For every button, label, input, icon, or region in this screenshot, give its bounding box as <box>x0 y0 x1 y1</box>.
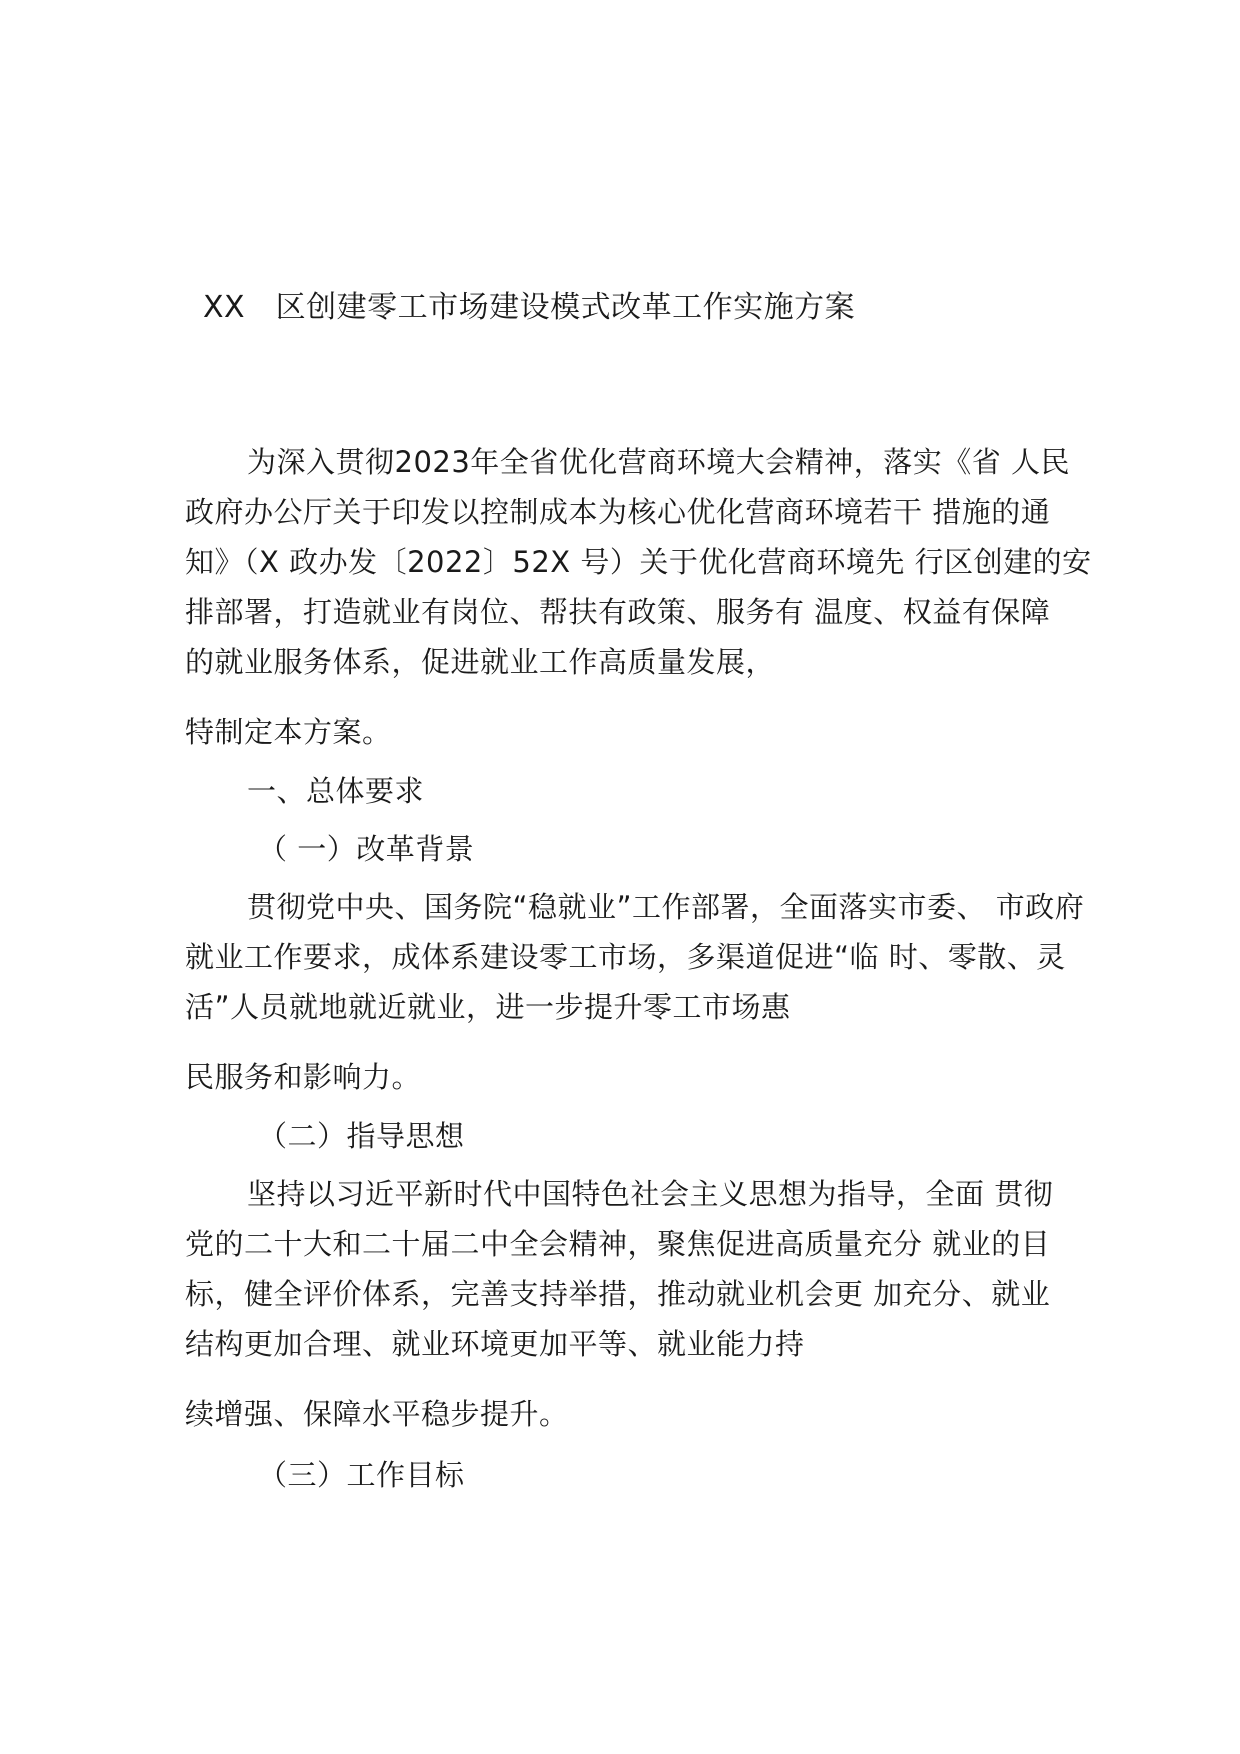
subsection-heading-2: （二）指导思想 <box>258 1119 465 1153</box>
subsection-heading-3: （三）工作目标 <box>258 1458 465 1492</box>
subsection-heading-1: （ 一）改革背景 <box>258 832 475 866</box>
sub2-line-3: 标，健全评价体系，完善支持举措，推动就业机会更 加充分、就业 <box>185 1277 1051 1311</box>
sub2-line-4: 结构更加合理、就业环境更加平等、就业能力持 <box>185 1327 805 1361</box>
sub1-line-1: 贯彻党中央、国务院“稳就业”工作部署，全面落实市委、 市政府 <box>247 890 1085 924</box>
intro-line-1: 为深入贯彻2023年全省优化营商环境大会精神，落实《省 人民 <box>247 445 1071 479</box>
sub2-line-2: 党的二十大和二十届二中全会精神，聚焦促进高质量充分 就业的目 <box>185 1227 1051 1261</box>
intro-line-3: 知》（X 政办发〔2022〕52X 号）关于优化营商环境先 行区创建的安 <box>185 545 1092 579</box>
sub1-line-2: 就业工作要求，成体系建设零工市场，多渠道促进“临 时、零散、灵 <box>185 940 1066 974</box>
sub2-line-1: 坚持以习近平新时代中国特色社会主义思想为指导，全面 贯彻 <box>247 1177 1054 1211</box>
sub1-line-4: 民服务和影响力。 <box>185 1060 422 1094</box>
intro-line-2: 政府办公厅关于印发以控制成本为核心优化营商环境若干 措施的通 <box>185 495 1051 529</box>
document-title: XX 区创建零工市场建设模式改革工作实施方案 <box>203 290 856 325</box>
sub2-line-5: 续增强、保障水平稳步提升。 <box>185 1397 569 1431</box>
intro-line-6: 特制定本方案。 <box>185 715 392 749</box>
intro-line-5: 的就业服务体系，促进就业工作高质量发展， <box>185 645 776 679</box>
sub1-line-3: 活”人员就地就近就业，进一步提升零工市场惠 <box>185 990 791 1024</box>
section-heading-1: 一、总体要求 <box>247 774 425 808</box>
intro-line-4: 排部署，打造就业有岗位、帮扶有政策、服务有 温度、权益有保障 <box>185 595 1051 629</box>
